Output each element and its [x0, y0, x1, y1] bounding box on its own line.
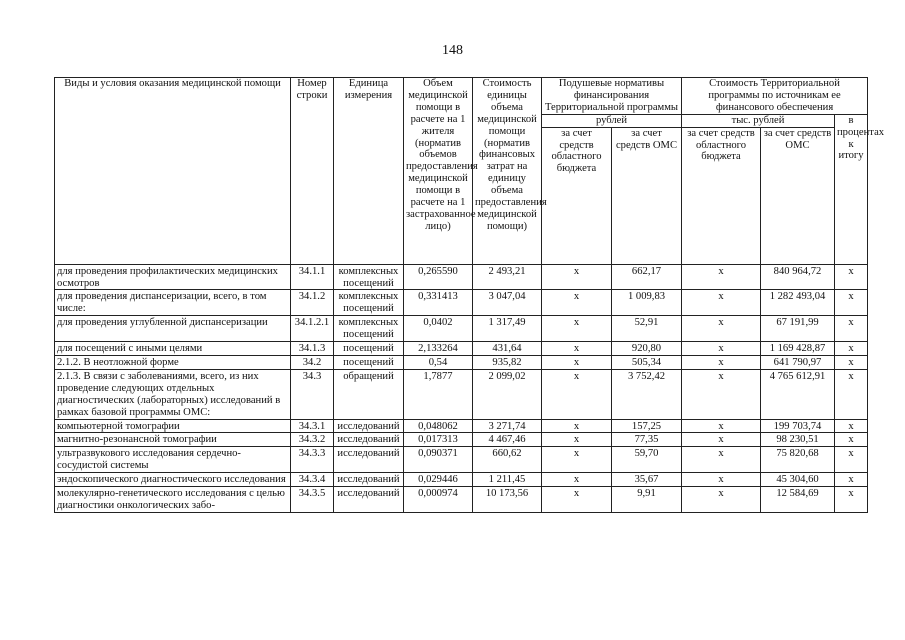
- volume-cell: 0,017313: [404, 433, 473, 447]
- volume-cell: 0,048062: [404, 419, 473, 433]
- table-row: [55, 342, 868, 356]
- row-number-cell: 34.1.1: [291, 264, 334, 290]
- cost-oms-cell: 1 282 493,04: [761, 290, 835, 316]
- volume-cell: 1,7877: [404, 369, 473, 419]
- unit-cost-cell: 660,62: [473, 447, 542, 473]
- unit-cost-cell: 2 493,21: [473, 264, 542, 290]
- care-type-cell: магнитно-резонансной томографии: [55, 433, 291, 447]
- header-cost-budget: за счет средств областного бюджета: [682, 127, 761, 264]
- care-type-cell: 2.1.3. В связи с заболеваниями, всего, из них проведение следующих отдельных диагностических (лабораторных) исследований в рамках базовой программы ОМС:: [55, 369, 291, 419]
- care-type-cell: молекулярно-генетического исследования с целью диагностики онкологических забо-: [55, 487, 291, 513]
- cost-budget-cell: х: [682, 447, 761, 473]
- volume-cell: 0,029446: [404, 473, 473, 487]
- cost-oms-cell: 641 790,97: [761, 355, 835, 369]
- header-per-capita-norms: Подушевые нормативы финансирования Территориальной программы: [542, 78, 682, 115]
- norm-oms-cell: 505,34: [612, 355, 682, 369]
- norm-oms-cell: 157,25: [612, 419, 682, 433]
- cost-budget-cell: х: [682, 355, 761, 369]
- unit-cell: исследований: [334, 473, 404, 487]
- percent-cell: х: [835, 342, 868, 356]
- percent-cell: х: [835, 264, 868, 290]
- norm-budget-cell: х: [542, 290, 612, 316]
- row-number-cell: 34.3.4: [291, 473, 334, 487]
- table-body: [55, 264, 868, 512]
- unit-cost-cell: 2 099,02: [473, 369, 542, 419]
- unit-cell: обращений: [334, 369, 404, 419]
- unit-cost-cell: 3 047,04: [473, 290, 542, 316]
- norm-budget-cell: х: [542, 316, 612, 342]
- header-thousand-rubles: тыс. рублей: [682, 114, 835, 127]
- volume-cell: 0,090371: [404, 447, 473, 473]
- care-type-cell: эндоскопического диагностического исследования: [55, 473, 291, 487]
- header-program-cost: Стоимость Территориальной программы по источникам ее финансового обеспечения: [682, 78, 868, 115]
- care-type-cell: для проведения углубленной диспансеризации: [55, 316, 291, 342]
- norm-budget-cell: х: [542, 447, 612, 473]
- norm-budget-cell: х: [542, 433, 612, 447]
- header-unit: Единица измерения: [334, 78, 404, 265]
- volume-cell: 0,000974: [404, 487, 473, 513]
- norm-oms-cell: 9,91: [612, 487, 682, 513]
- row-number-cell: 34.1.2.1: [291, 316, 334, 342]
- unit-cost-cell: 1 317,49: [473, 316, 542, 342]
- care-type-cell: компьютерной томографии: [55, 419, 291, 433]
- percent-cell: х: [835, 290, 868, 316]
- percent-cell: х: [835, 487, 868, 513]
- unit-cell: исследований: [334, 447, 404, 473]
- cost-oms-cell: 75 820,68: [761, 447, 835, 473]
- row-number-cell: 34.3.2: [291, 433, 334, 447]
- header-care-type: Виды и условия оказания медицинской помощи: [55, 78, 291, 265]
- cost-oms-cell: 67 191,99: [761, 316, 835, 342]
- unit-cell: исследований: [334, 487, 404, 513]
- norm-budget-cell: х: [542, 342, 612, 356]
- row-number-cell: 34.3.1: [291, 419, 334, 433]
- table-row: [55, 447, 868, 473]
- unit-cell: исследований: [334, 419, 404, 433]
- percent-cell: х: [835, 419, 868, 433]
- norm-oms-cell: 59,70: [612, 447, 682, 473]
- table-row: [55, 355, 868, 369]
- cost-budget-cell: х: [682, 487, 761, 513]
- norm-budget-cell: х: [542, 419, 612, 433]
- table-row: [55, 433, 868, 447]
- cost-oms-cell: 199 703,74: [761, 419, 835, 433]
- cost-budget-cell: х: [682, 290, 761, 316]
- table-row: [55, 419, 868, 433]
- unit-cost-cell: 431,64: [473, 342, 542, 356]
- header-row-number: Номер строки: [291, 78, 334, 265]
- norm-budget-cell: х: [542, 369, 612, 419]
- unit-cell: исследований: [334, 433, 404, 447]
- table-row: [55, 473, 868, 487]
- percent-cell: х: [835, 473, 868, 487]
- volume-cell: 0,265590: [404, 264, 473, 290]
- cost-budget-cell: х: [682, 473, 761, 487]
- care-type-cell: 2.1.2. В неотложной форме: [55, 355, 291, 369]
- unit-cost-cell: 4 467,46: [473, 433, 542, 447]
- header-percent-of-total: в процентах к итогу: [835, 114, 868, 264]
- header-cost-oms: за счет средств ОМС: [761, 127, 835, 264]
- header-norm-budget: за счет средств областного бюджета: [542, 127, 612, 264]
- table-row: [55, 290, 868, 316]
- unit-cell: комплексных посещений: [334, 264, 404, 290]
- percent-cell: х: [835, 316, 868, 342]
- table-row: [55, 264, 868, 290]
- medical-care-table: [54, 77, 885, 513]
- cost-oms-cell: 98 230,51: [761, 433, 835, 447]
- volume-cell: 0,331413: [404, 290, 473, 316]
- norm-budget-cell: х: [542, 487, 612, 513]
- unit-cell: комплексных посещений: [334, 316, 404, 342]
- cost-budget-cell: х: [682, 433, 761, 447]
- care-type-cell: для проведения профилактических медицинских осмотров: [55, 264, 291, 290]
- row-number-cell: 34.1.3: [291, 342, 334, 356]
- norm-oms-cell: 662,17: [612, 264, 682, 290]
- unit-cost-cell: 935,82: [473, 355, 542, 369]
- cost-budget-cell: х: [682, 264, 761, 290]
- row-number-cell: 34.2: [291, 355, 334, 369]
- volume-cell: 0,54: [404, 355, 473, 369]
- cost-budget-cell: х: [682, 342, 761, 356]
- norm-budget-cell: х: [542, 355, 612, 369]
- table-row: [55, 487, 868, 513]
- cost-oms-cell: 1 169 428,87: [761, 342, 835, 356]
- norm-oms-cell: 920,80: [612, 342, 682, 356]
- norm-oms-cell: 52,91: [612, 316, 682, 342]
- table-header: [55, 78, 885, 265]
- percent-cell: х: [835, 369, 868, 419]
- header-unit-cost: Стоимость единицы объема медицинской помощи (норматив финансовых затрат на единицу объема предоставления медицинской помощи): [473, 78, 542, 265]
- cost-oms-cell: 840 964,72: [761, 264, 835, 290]
- unit-cell: посещений: [334, 355, 404, 369]
- unit-cell: комплексных посещений: [334, 290, 404, 316]
- care-type-cell: ультразвукового исследования сердечно-сосудистой системы: [55, 447, 291, 473]
- unit-cell: посещений: [334, 342, 404, 356]
- table-row: [55, 316, 868, 342]
- cost-budget-cell: х: [682, 369, 761, 419]
- percent-cell: х: [835, 433, 868, 447]
- norm-oms-cell: 35,67: [612, 473, 682, 487]
- norm-oms-cell: 3 752,42: [612, 369, 682, 419]
- percent-cell: х: [835, 447, 868, 473]
- row-number-cell: 34.3.5: [291, 487, 334, 513]
- unit-cost-cell: 3 271,74: [473, 419, 542, 433]
- norm-budget-cell: х: [542, 264, 612, 290]
- norm-oms-cell: 77,35: [612, 433, 682, 447]
- cost-oms-cell: 45 304,60: [761, 473, 835, 487]
- cost-oms-cell: 12 584,69: [761, 487, 835, 513]
- unit-cost-cell: 1 211,45: [473, 473, 542, 487]
- page-number: 148: [442, 43, 463, 58]
- row-number-cell: 34.3: [291, 369, 334, 419]
- cost-budget-cell: х: [682, 316, 761, 342]
- cost-oms-cell: 4 765 612,91: [761, 369, 835, 419]
- row-number-cell: 34.3.3: [291, 447, 334, 473]
- volume-cell: 0,0402: [404, 316, 473, 342]
- table-row: [55, 369, 868, 419]
- care-type-cell: для посещений с иными целями: [55, 342, 291, 356]
- header-volume: Объем медицинской помощи в расчете на 1 жителя (норматив объемов предоставления медицинской помощи в расчете на 1 застрахованное лицо): [404, 78, 473, 265]
- care-type-cell: для проведения диспансеризации, всего, в том числе:: [55, 290, 291, 316]
- norm-oms-cell: 1 009,83: [612, 290, 682, 316]
- unit-cost-cell: 10 173,56: [473, 487, 542, 513]
- percent-cell: х: [835, 355, 868, 369]
- cost-budget-cell: х: [682, 419, 761, 433]
- header-norm-oms: за счет средств ОМС: [612, 127, 682, 264]
- volume-cell: 2,133264: [404, 342, 473, 356]
- header-rubles: рублей: [542, 114, 682, 127]
- row-number-cell: 34.1.2: [291, 290, 334, 316]
- norm-budget-cell: х: [542, 473, 612, 487]
